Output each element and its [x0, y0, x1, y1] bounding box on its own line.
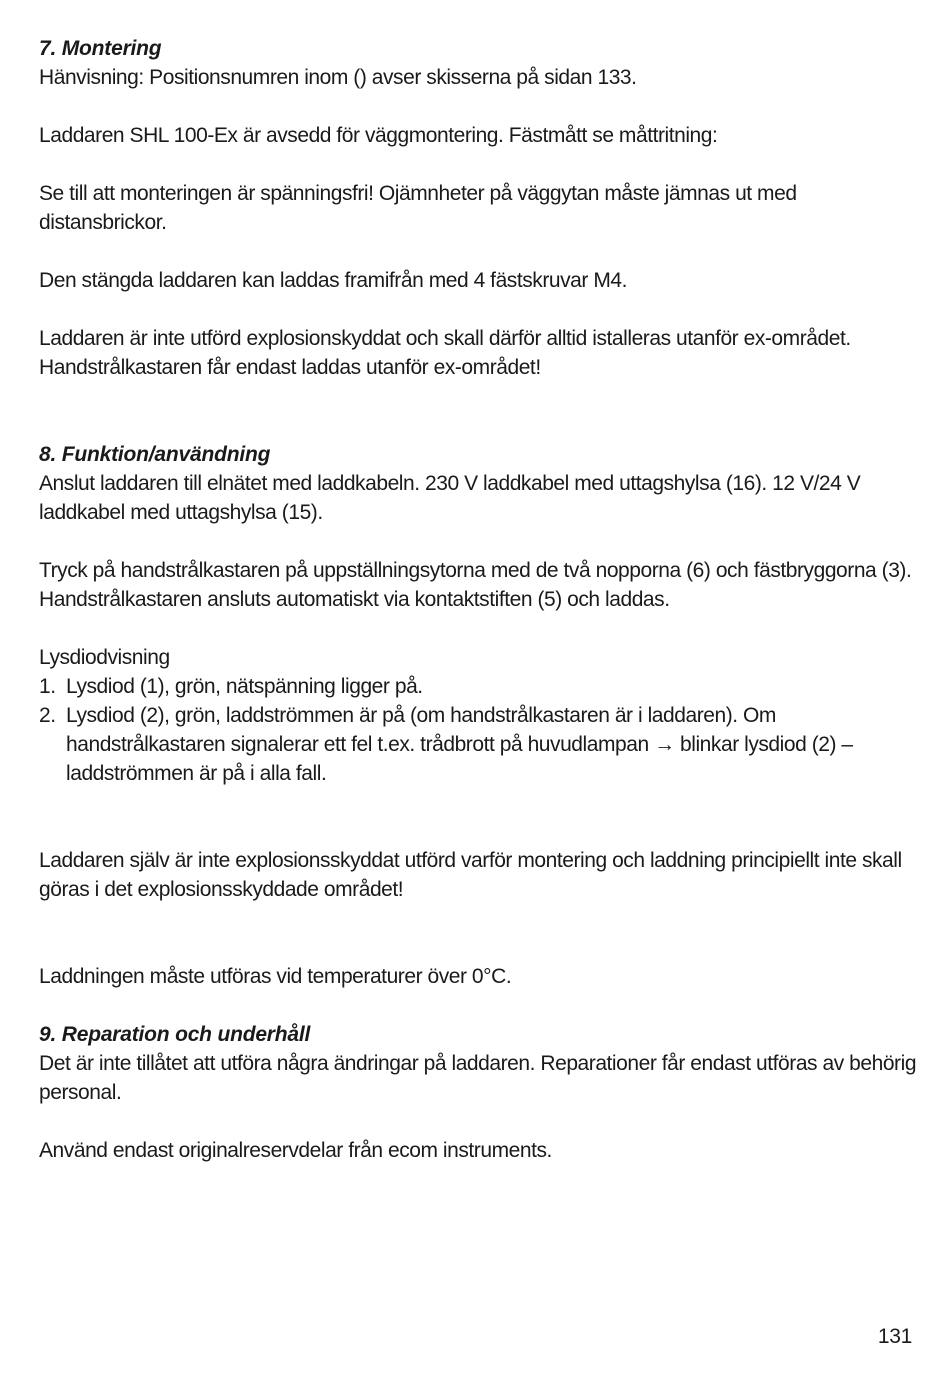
funktion-connect-text: Anslut laddaren till elnätet med laddkabeln. 230 V laddkabel med uttagshylsa (16). 12 V/24 V laddkabel med uttagshylsa (15). — [39, 472, 861, 524]
montering-ex-warning-text: Laddaren är inte utförd explosionskyddat och skall därför alltid istalleras utanför ex-området. Handstrålkastaren får endast laddas utanför ex-området! — [39, 327, 851, 379]
document-page — [39, 34, 924, 1165]
funktion-ex-area-warning-text: Laddaren själv är inte explosionsskyddat utförd varför montering och laddning principiellt inte skall göras i det explosionsskyddade området! — [39, 849, 902, 901]
list-item-text: Lysdiod (2), grön, laddströmmen är på (om handstrålkastaren är i laddaren). Om handstrålkastaren signalerar ett fel t.ex. trådbrott på huvudlampan → blinkar lysdiod (2) – laddströmmen är på i alla fall. — [66, 704, 853, 785]
list-item-text: Lysdiod (1), grön, nätspänning ligger på. — [66, 675, 423, 698]
montering-reference-note: Hänvisning: Positionsnumren inom () avser skisserna på sidan 133. — [39, 66, 637, 89]
montering-screws-text: Den stängda laddaren kan laddas framifrån med 4 fästskruvar M4. — [39, 269, 627, 292]
led-list — [39, 672, 924, 788]
list-item-number: 2. — [39, 704, 56, 727]
led-display-title: Lysdiodvisning — [39, 646, 170, 669]
reparation-spare-parts-text: Använd endast originalreservdelar från ecom instruments. — [39, 1139, 552, 1162]
heading-montering: 7. Montering — [39, 37, 162, 60]
heading-funktion: 8. Funktion/användning — [39, 443, 271, 466]
montering-wall-mount-text: Laddaren SHL 100-Ex är avsedd för väggmontering. Fästmått se måttritning: — [39, 124, 718, 147]
montering-tension-free-text: Se till att monteringen är spänningsfri! Ojämnheter på väggytan måste jämnas ut med distansbrickor. — [39, 182, 797, 234]
funktion-place-lamp-text: Tryck på handstrålkastaren på uppställningsytorna med de två nopporna (6) och fästbryggorna (3). Handstrålkastaren ansluts automatiskt via kontaktstiften (5) och laddas. — [39, 559, 912, 611]
reparation-no-changes-text: Det är inte tillåtet att utföra några ändringar på laddaren. Reparationer får endast utföras av behörig personal. — [39, 1052, 917, 1104]
list-item — [39, 701, 924, 788]
heading-reparation: 9. Reparation och underhåll — [39, 1023, 311, 1046]
page-number: 131 — [877, 1325, 912, 1348]
list-item — [39, 672, 924, 701]
list-item-number: 1. — [39, 675, 56, 698]
funktion-temperature-text: Laddningen måste utföras vid temperaturer över 0°C. — [39, 965, 512, 988]
